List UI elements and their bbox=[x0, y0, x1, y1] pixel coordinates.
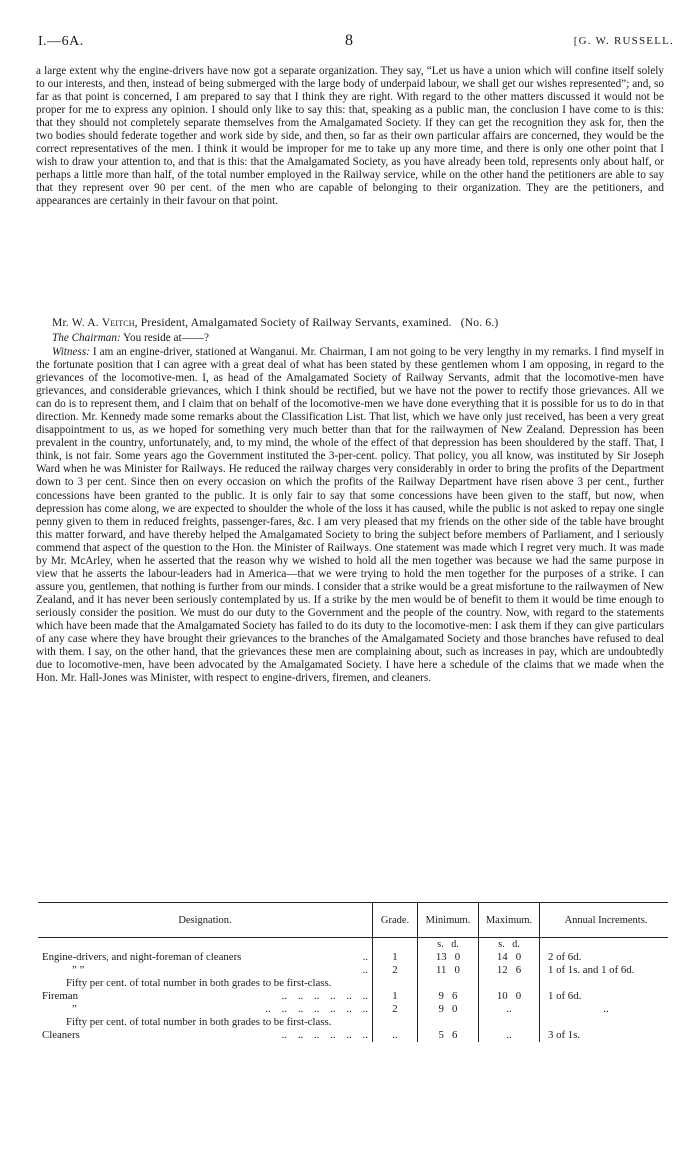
row-min-pence: 6 bbox=[452, 1029, 458, 1041]
table-note-row bbox=[38, 977, 668, 990]
row-increments: 2 of 6d. bbox=[540, 951, 669, 964]
row-designation: ” ” bbox=[72, 964, 85, 976]
row-grade: 2 bbox=[373, 964, 418, 977]
chairman-speaker: The Chairman: bbox=[52, 332, 121, 344]
table-header-row bbox=[38, 903, 668, 938]
witness-answer bbox=[36, 346, 664, 685]
header-annual-increments: Annual Increments. bbox=[540, 903, 669, 938]
page-header bbox=[38, 34, 674, 54]
unit-shillings: s. bbox=[437, 939, 444, 950]
row-max-shillings: 14 bbox=[496, 951, 508, 963]
speaker-reference: [G. W. RUSSELL. bbox=[573, 35, 674, 47]
table-row bbox=[38, 990, 668, 1003]
row-max-shillings: 10 bbox=[496, 990, 508, 1002]
table-note-row bbox=[38, 1016, 668, 1029]
row-increments: 1 of 1s. and 1 of 6d. bbox=[540, 964, 669, 977]
header-grade: Grade. bbox=[373, 903, 418, 938]
row-min-pence: 0 bbox=[452, 1003, 458, 1015]
witness-title: , President, Amalgamated Society of Railway Servants, examined. bbox=[134, 316, 452, 329]
leader-dots: .. .. .. .. .. .. bbox=[281, 1029, 368, 1041]
row-designation: Fireman bbox=[42, 990, 78, 1002]
witness-surname: Veitch bbox=[101, 316, 135, 329]
row-note: Fifty per cent. of total number in both grades to be first-class. bbox=[66, 977, 332, 989]
paragraph-russell-conclusion: a large extent why the engine-drivers have now got a separate organization. They say, “Let us have a union which will confine itself solely to our interests, and then, instead of being submerged with the large body of underpaid labour, we shall get our wishes represented”; and, so far as that point is concerned, I am prepared to say that I think they are right. With regard to the other matters discussed it would not be proper for me to express any opinion. I should only like to say this: that, speaking as a public man, the conclusion I have come to is this: that they should not completely separate themselves from the Amalgamated Society. If they can get the recognition they ask for, then the two bodies should federate together and work side by side, and then, so far as their own particular affairs are concerned, they would be the correct representatives of the men. I think it would be improper for me to take up any more time, and there is only one other point that I wish to draw your attention to, and that is this: that the Amalgamated Society, as you have already been told, represents only about half, or perhaps a little more than half, of the total number employed in the Railway service, while on the other hand the petitioners are able to say that they represent over 90 per cent. of the men who are capable of belonging to their organization. They are the petitioners, and appearances are certainly in their favour on that point. bbox=[36, 65, 664, 208]
witness-answer-text: I am an engine-driver, stationed at Wanganui. Mr. Chairman, I am not going to be very lengthy in my remarks. I find myself in the fortunate position that I can agree with a great deal of what has been stated by these gentlemen whom I am opposing, in regard to the grievances of the locomotive-men. I, as head of the Amalgamated Society of Railway Servants, admit that the locomotive-men have grievances, and considerable grievances, which I think should be rectified, but we have not the power to rectify those grievances. All we can do is to represent them, and I claim that on behalf of the locomotive-men we have done everything that it is possible for us to do in that direction. Mr. Kennedy made some remarks about the Classification List. That list, which we have only just received, has been a very great disappointment to us, as we hoped for something very much better than that for the railwaymen of New Zealand. Depression has been prevalent in the country, unfortunately, and, to my mind, the whole of the effect of that depression has been shouldered by the staff. That, I think, is not fair. Some years ago the Government instituted the 3-per-cent. policy. That policy, you all know, was instituted by Sir Joseph Ward when he was Minister for Railways. He reduced the railway charges very considerably in order to bring the profits of the Department down to 3 per cent. Since then on every occasion on which the profits of the Railway Department have risen above 3 per cent., further concessions have been granted to the public. It is only fair to say that some concessions have been given to the staff, but now, when depression has come along, we are expected to shoulder the whole of the loss it has caused, while the public is not asked to repay one single penny given to them in reduced freights, passenger-fares, &c. I am very pleased that my friends on the other side of the table have brought this matter forward, and have thereby helped the Amalgamated Society to bring the subject before members of Parliament, and I seriously commend that aspect of the question to the Hon. the Minister of Railways. One statement was made which I regret very much. It was made by Mr. McArley, when he asserted that the reason why we wished to hold all the men together was because we had the same purpose in view that he asserts the labour-leaders had in America—that we were trying to hold the men together for the purposes of a strike. I can assure you, gentlemen, that nothing is further from our minds. I consider that a strike would be a great misfortune to the railwaymen of New Zealand, and it has never been seriously contemplated by us. If a strike by the men would be of benefit to them it would be time enough to seriously consider the position. We must do our duty to the Government and the people of the country. Now, with regard to the statements which have been made that the Amalgamated Society has failed to do its duty to the locomotive-men: I ask them if they can give particulars of any case where they have brought their grievances to the branches of the Amalgamated Society and those branches have refused to deal with them. I say, on the other hand, that the grievances these men are complaining about, such as increases in pay, which are undoubtedly due to locomotive-men, have been advocated by the Amalgamated Society. I have here a schedule of the claims that we made when the Hon. Mr. Hall-Jones was Minister, with respect to engine-drivers, firemen, and cleaners. bbox=[36, 346, 664, 685]
witness-name-prefix: Mr. W. A. bbox=[52, 316, 102, 329]
document-reference: I.—6A. bbox=[38, 34, 84, 49]
row-min-shillings: 11 bbox=[436, 964, 447, 976]
row-max-pence: 6 bbox=[515, 964, 522, 976]
table-row bbox=[38, 951, 668, 964]
row-min-pence: 0 bbox=[454, 964, 460, 976]
row-note: Fifty per cent. of total number in both grades to be first-class. bbox=[66, 1016, 332, 1028]
header-maximum: Maximum. bbox=[479, 903, 540, 938]
row-max-shillings: .. bbox=[506, 1029, 512, 1041]
unit-pence: d. bbox=[451, 939, 459, 950]
row-min-shillings: 9 bbox=[438, 1003, 444, 1015]
row-increments: 3 of 1s. bbox=[540, 1029, 669, 1042]
row-grade: .. bbox=[373, 1029, 418, 1042]
row-min-pence: 0 bbox=[454, 951, 461, 963]
row-min-shillings: 9 bbox=[438, 990, 444, 1002]
table-row bbox=[38, 1003, 668, 1016]
table-row bbox=[38, 964, 668, 977]
row-designation: Engine-drivers, and night-foreman of cleaners bbox=[42, 951, 242, 963]
leader-dots: .. bbox=[362, 964, 368, 976]
units-row bbox=[38, 938, 668, 952]
row-min-shillings: 13 bbox=[435, 951, 447, 963]
unit-pence: d. bbox=[512, 939, 520, 950]
row-max-pence: 0 bbox=[515, 951, 522, 963]
row-increments: 1 of 6d. bbox=[540, 990, 669, 1003]
leader-dots: .. .. .. .. .. .. bbox=[281, 990, 368, 1002]
leader-dots: .. .. .. .. .. .. .. bbox=[265, 1003, 368, 1015]
row-min-pence: 6 bbox=[452, 990, 458, 1002]
header-minimum: Minimum. bbox=[418, 903, 479, 938]
row-grade: 2 bbox=[373, 1003, 418, 1016]
row-max-shillings: .. bbox=[506, 1003, 512, 1015]
row-designation: ” bbox=[72, 1003, 77, 1015]
chairman-question bbox=[36, 332, 664, 345]
page-number: 8 bbox=[345, 32, 353, 49]
row-max-shillings: 12 bbox=[496, 964, 508, 976]
row-designation: Cleaners bbox=[42, 1029, 80, 1041]
row-max-pence: 0 bbox=[515, 990, 522, 1002]
witness-speaker: Witness: bbox=[52, 346, 90, 358]
header-designation: Designation. bbox=[38, 903, 373, 938]
row-min-shillings: 5 bbox=[438, 1029, 444, 1041]
chairman-question-text: You reside at——? bbox=[120, 332, 209, 344]
leader-dots: .. bbox=[362, 951, 368, 963]
witness-number: (No. 6.) bbox=[460, 316, 499, 329]
table-row bbox=[38, 1029, 668, 1042]
row-grade: 1 bbox=[373, 951, 418, 964]
claims-schedule-table bbox=[38, 902, 668, 1042]
witness-heading bbox=[52, 316, 672, 329]
unit-shillings: s. bbox=[498, 939, 505, 950]
row-grade: 1 bbox=[373, 990, 418, 1003]
row-increments: .. bbox=[540, 1003, 669, 1016]
